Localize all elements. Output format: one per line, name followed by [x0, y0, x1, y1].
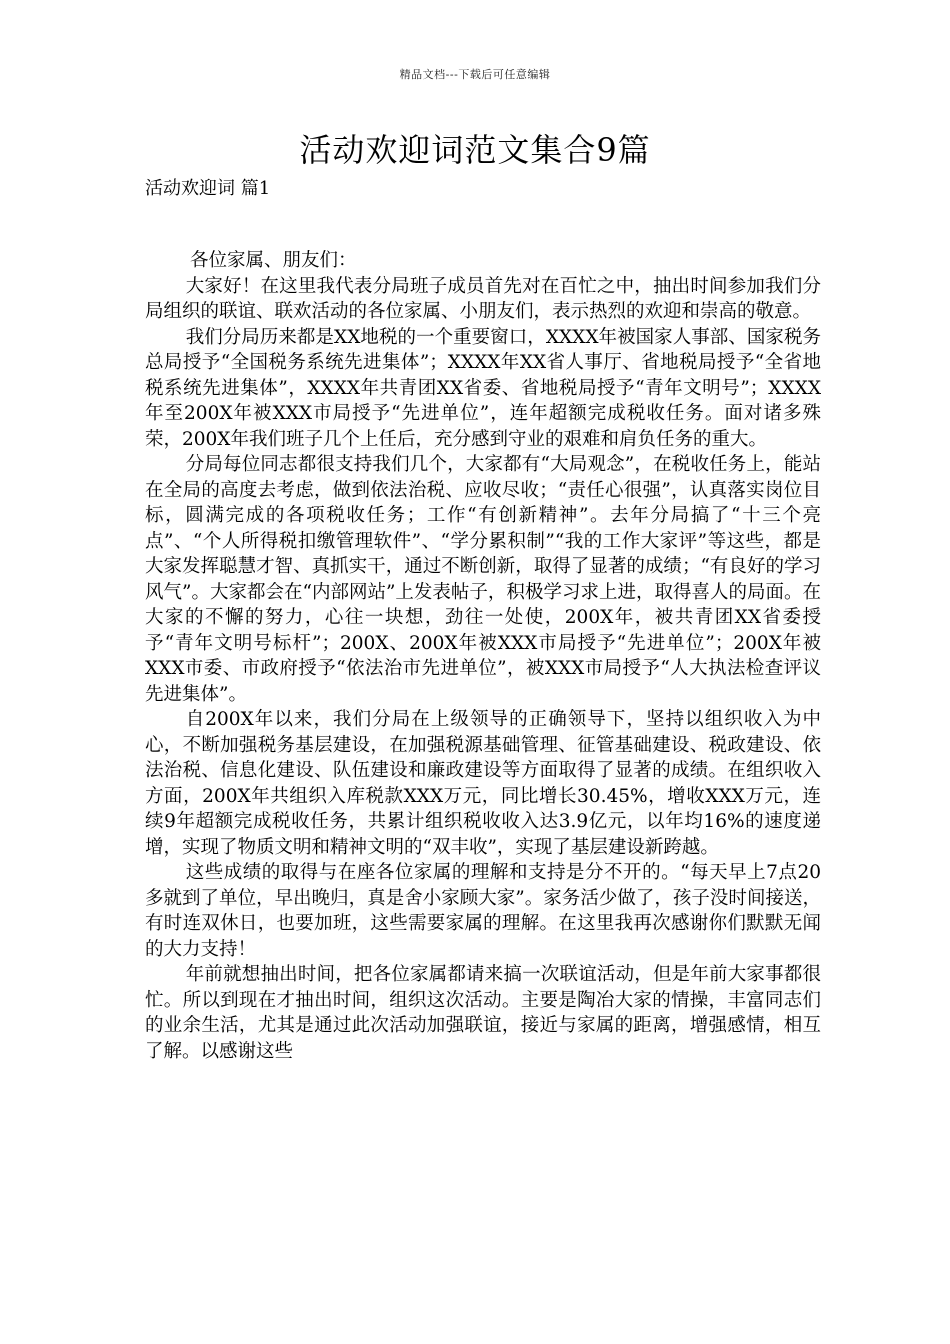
paragraph: 年前就想抽出时间，把各位家属都请来搞一次联谊活动，但是年前大家事都很忙。所以到现在才抽出时间，组织这次活动。主要是陶冶大家的情操，丰富同志们的业余生活，尤其是通过此次活动加强联谊，接近与家属的距离，增强感情，相互了解。以感谢这些 — [145, 964, 821, 1062]
section-heading: 活动欢迎词 篇1 — [145, 178, 271, 199]
paragraph: 这些成绩的取得与在座各位家属的理解和支持是分不开的。“每天早上7点20多就到了单位，早出晚归，真是舍小家顾大家”。家务活少做了，孩子没时间接送，有时连双休日，也要加班，这些需要家属的理解。在这里我再次感谢你们默默无闻的大力支持！ — [145, 862, 821, 960]
paragraph: 分局每位同志都很支持我们几个，大家都有“大局观念”，在税收任务上，能站在全局的高度去考虑，做到依法治税、应收尽收；“责任心很强”，认真落实岗位目标，圆满完成的各项税收任务；工作“有创新精神”。去年分局搞了“十三个亮点”、“个人所得税扣缴管理软件”、“学分累积制”“我的工作大家评”等这些，都是大家发挥聪慧才智、真抓实干，通过不断创新，取得了显著的成绩；“有良好的学习风气”。大家都会在“内部网站”上发表帖子，积极学习求上进，取得喜人的局面。在大家的不懈的努力，心往一块想，劲往一处使，200X年，被共青团XX省委授予“青年文明号标杆”；200X、200X年被XXX市局授予“先进单位”；200X年被XXX市委、市政府授予“依法治市先进单位”，被XXX市局授予“人大执法检查评议先进集体”。 — [145, 454, 821, 705]
salutation: 各位家属、朋友们： — [190, 250, 357, 271]
document-body — [145, 248, 821, 1064]
document-title: 活动欢迎词范文集合9篇 — [299, 131, 651, 169]
header-note: 精品文档---下载后可任意编辑 — [399, 68, 551, 81]
paragraph: 我们分局历来都是XX地税的一个重要窗口，XXXX年被国家人事部、国家税务总局授予“全国税务系统先进集体”；XXXX年XX省人事厅、省地税局授予“全省地税系统先进集体”，XXXX年共青团XX省委、省地税局授予“青年文明号”；XXXX年至200X年被XXX市局授予“先进单位”，连年超额完成税收任务。面对诸多殊荣，200X年我们班子几个上任后，充分感到守业的艰难和肩负任务的重大。 — [145, 326, 821, 450]
paragraph: 自200X年以来，我们分局在上级领导的正确领导下，坚持以组织收入为中心，不断加强税务基层建设，在加强税源基础管理、征管基础建设、税政建设、依法治税、信息化建设、队伍建设和廉政建设等方面取得了显著的成绩。在组织收入方面，200X年共组织入库税款XXX万元，同比增长30.45%，增收XXX万元，连续9年超额完成税收任务，共累计组织税收收入达3.9亿元，以年均16%的速度递增，实现了物质文明和精神文明的“双丰收”，实现了基层建设新跨越。 — [145, 709, 821, 858]
paragraph: 大家好！在这里我代表分局班子成员首先对在百忙之中，抽出时间参加我们分局组织的联谊、联欢活动的各位家属、小朋友们，表示热烈的欢迎和崇高的敬意。 — [145, 275, 821, 322]
